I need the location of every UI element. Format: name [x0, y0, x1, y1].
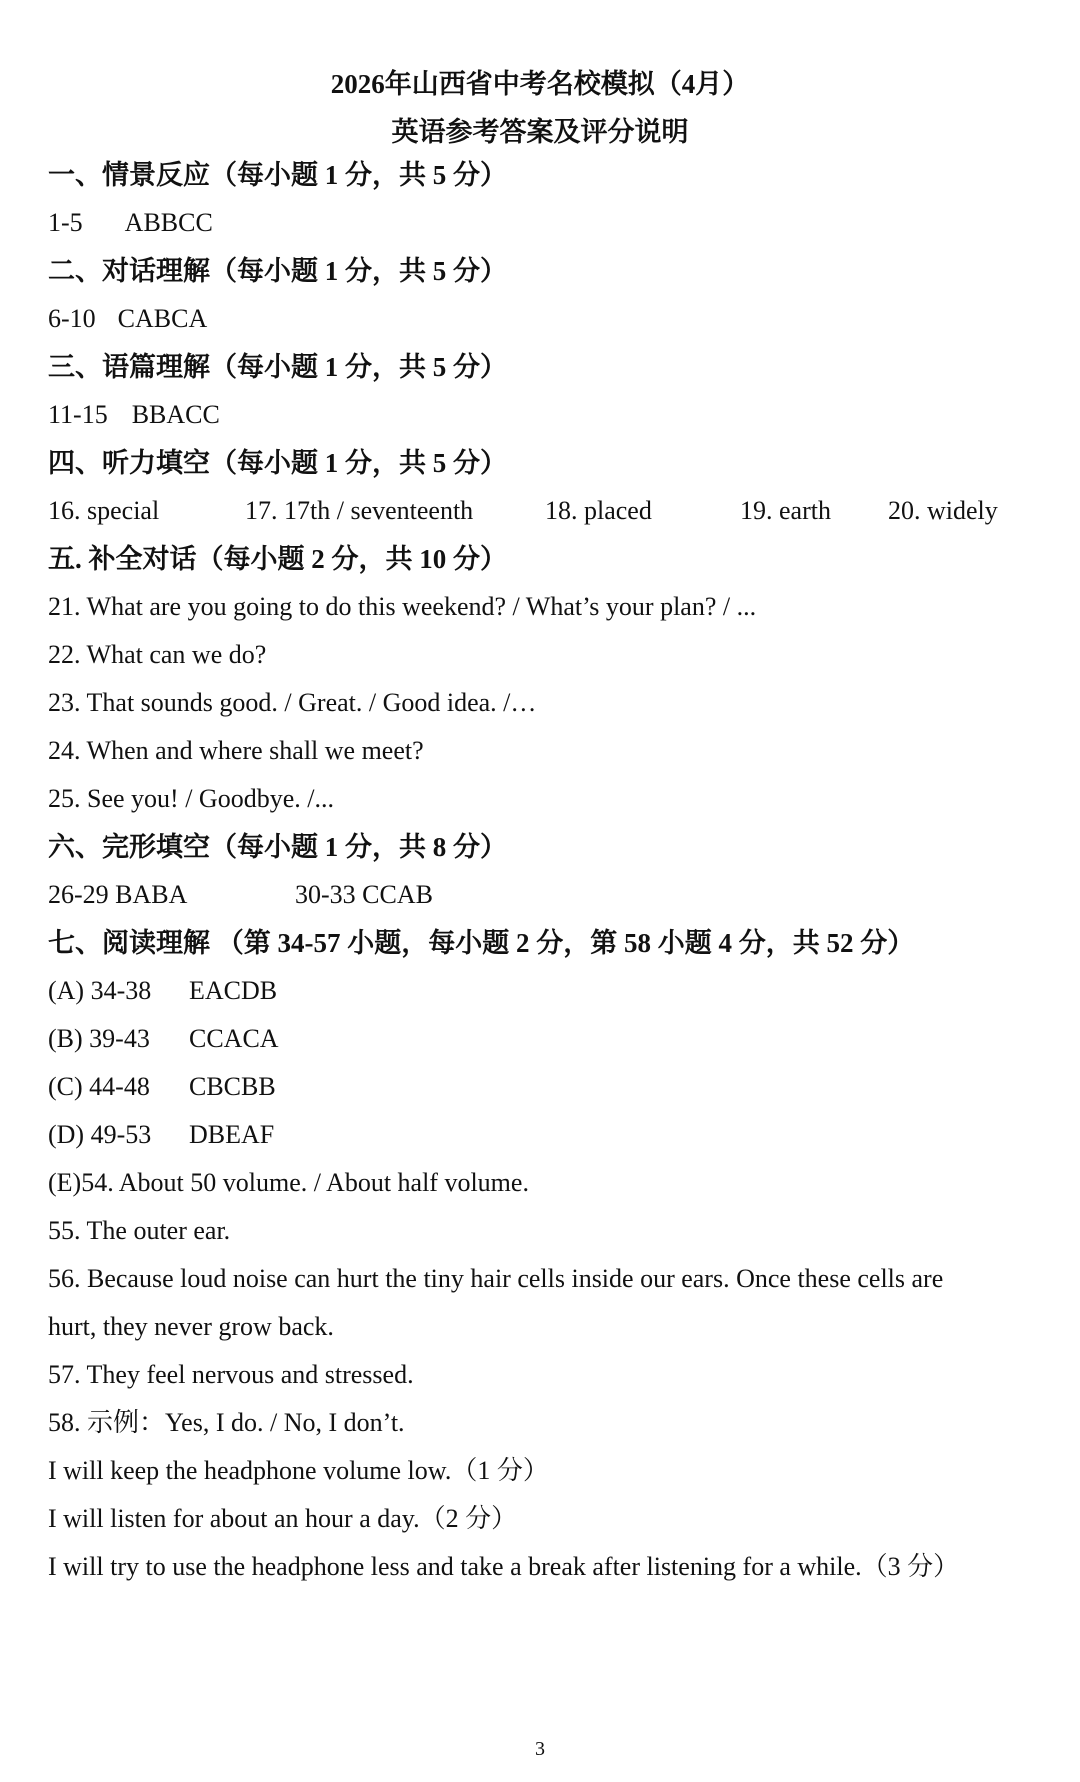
answer-58-example-2: I will listen for about an hour a day.（2 分）: [48, 1504, 518, 1533]
answer-17: 17. 17th / seventeenth: [245, 496, 474, 525]
answer-24: 24. When and where shall we meet?: [48, 736, 424, 765]
answer-55: 55. The outer ear.: [48, 1216, 231, 1245]
answer-54: (E)54. About 50 volume. / About half volume.: [48, 1168, 529, 1197]
document-title: 2026年山西省中考名校模拟（4月）: [330, 69, 750, 99]
document-subtitle: 英语参考答案及评分说明: [391, 117, 689, 147]
group-c-keys: CBCBB: [189, 1072, 276, 1101]
answer-22: 22. What can we do?: [48, 640, 267, 669]
answer-56-line-1: 56. Because loud noise can hurt the tiny hair cells inside our ears. Once these cells are: [48, 1264, 944, 1293]
section-2-keys: CABCA: [117, 304, 208, 333]
answer-20: 20. widely: [888, 496, 998, 525]
answer-58-example-3: I will try to use the headphone less and take a break after listening for a while.（3 分）: [48, 1552, 960, 1581]
answer-56-line-2: hurt, they never grow back.: [48, 1312, 334, 1341]
group-b-keys: CCACA: [189, 1024, 279, 1053]
answer-57: 57. They feel nervous and stressed.: [48, 1360, 414, 1389]
section-2-range: 6-10: [48, 304, 96, 333]
answers-26-29: 26-29 BABA: [48, 880, 188, 909]
answer-21: 21. What are you going to do this weekend? / What’s your plan? / ...: [48, 592, 757, 621]
answer-16: 16. special: [48, 496, 160, 525]
section-5-heading: 五. 补全对话（每小题 2 分，共 10 分）: [48, 544, 507, 574]
group-d-keys: DBEAF: [189, 1120, 275, 1149]
reading-group-d: [0, 1119, 1080, 1151]
section-2-heading: 二、对话理解（每小题 1 分，共 5 分）: [48, 256, 507, 286]
section-6-heading: 六、完形填空（每小题 1 分，共 8 分）: [48, 832, 507, 862]
group-d-label: (D) 49-53: [48, 1120, 152, 1149]
answers-30-33: 30-33 CCAB: [295, 880, 433, 909]
section-1-keys: ABBCC: [124, 208, 213, 237]
section-3-answers: [48, 399, 220, 431]
section-3-range: 11-15: [48, 400, 108, 429]
answer-19: 19. earth: [740, 496, 831, 525]
group-a-label: (A) 34-38: [48, 976, 152, 1005]
section-2-answers: [48, 303, 207, 335]
answer-58: 58. 示例：Yes, I do. / No, I don’t.: [48, 1408, 405, 1437]
section-3-heading: 三、语篇理解（每小题 1 分，共 5 分）: [48, 352, 507, 382]
section-1-heading: 一、情景反应（每小题 1 分，共 5 分）: [48, 160, 507, 190]
answer-25: 25. See you! / Goodbye. /...: [48, 784, 334, 813]
reading-group-b: [0, 1023, 1080, 1055]
section-4-heading: 四、听力填空（每小题 1 分，共 5 分）: [48, 448, 507, 478]
section-1-range: 1-5: [48, 208, 83, 237]
answer-18: 18. placed: [545, 496, 652, 525]
section-6-answers: [0, 879, 1080, 911]
section-1-answers: [48, 207, 213, 239]
page-number: 3: [535, 1738, 545, 1760]
group-b-label: (B) 39-43: [48, 1024, 150, 1053]
group-c-label: (C) 44-48: [48, 1072, 150, 1101]
answer-58-example-1: I will keep the headphone volume low.（1 分）: [48, 1456, 549, 1485]
section-3-keys: BBACC: [131, 400, 220, 429]
section-7-heading: 七、阅读理解 （第 34-57 小题，每小题 2 分，第 58 小题 4 分，共 52 分）: [48, 928, 915, 958]
reading-group-c: [0, 1071, 1080, 1103]
section-4-answers: [0, 495, 1080, 527]
answer-23: 23. That sounds good. / Great. / Good idea. /…: [48, 688, 537, 717]
reading-group-a: [0, 975, 1080, 1007]
group-a-keys: EACDB: [189, 976, 278, 1005]
